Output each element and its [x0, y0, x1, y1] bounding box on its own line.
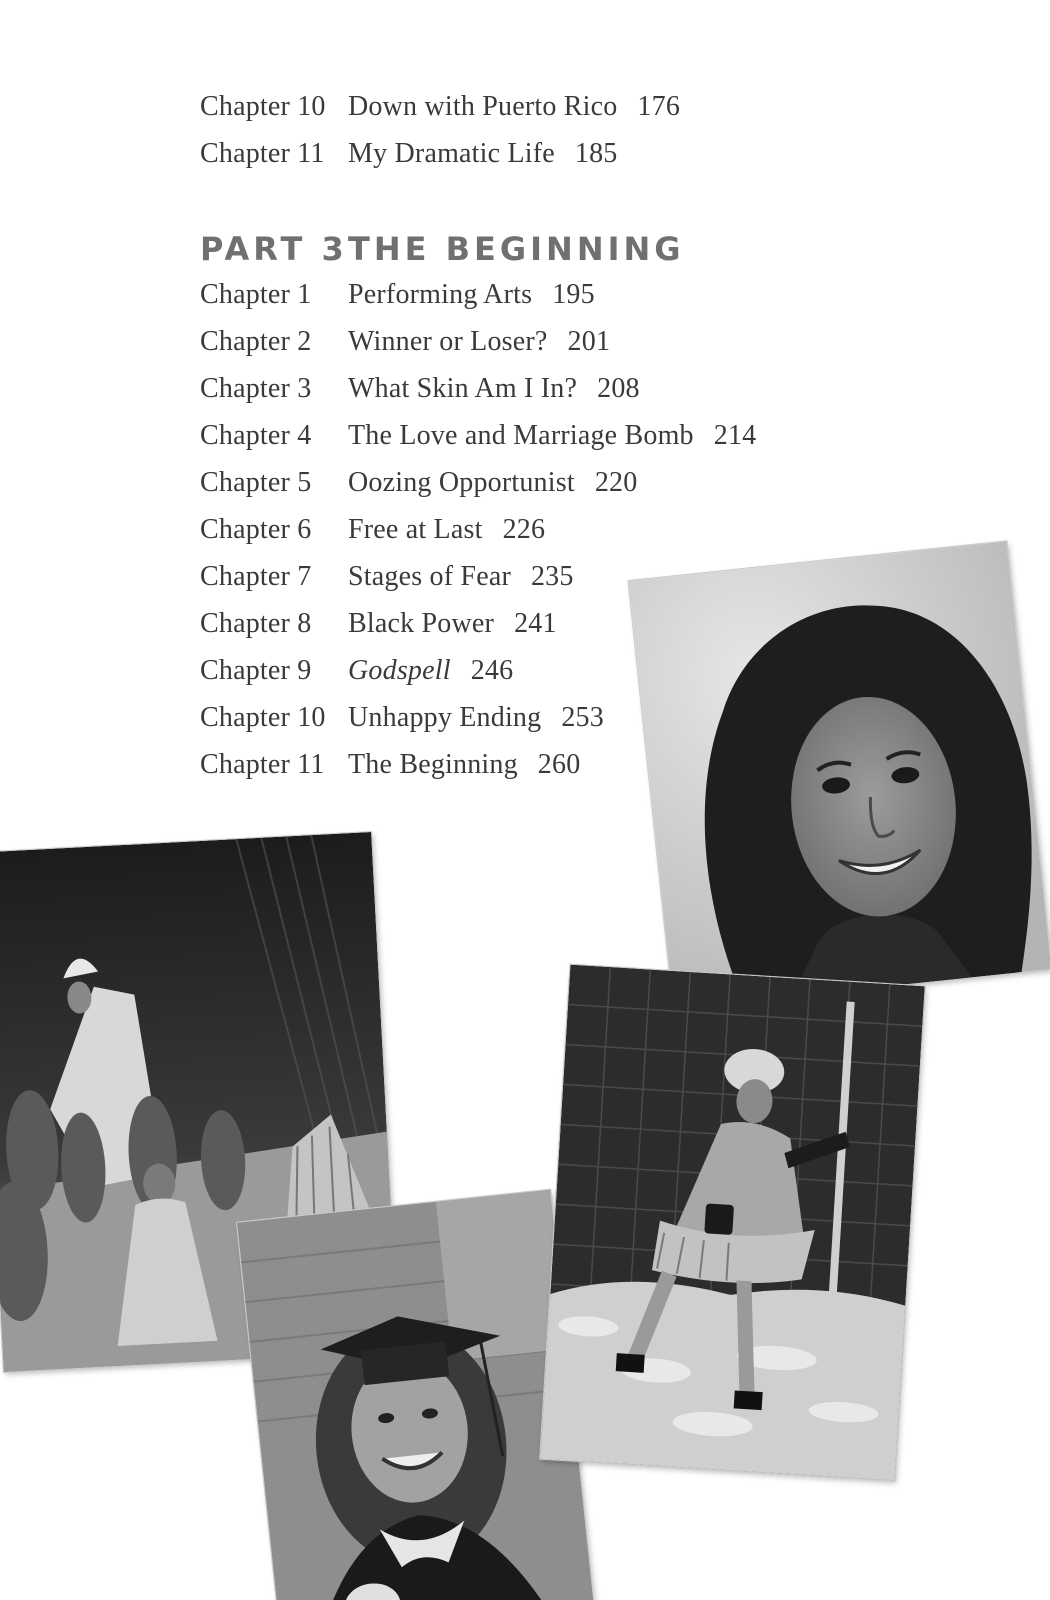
- toc-entry: [200, 466, 637, 500]
- chapter-title: Free at Last: [348, 514, 483, 545]
- performer-photo: [540, 965, 925, 1481]
- part-title: THE BEGINNING: [348, 230, 685, 268]
- chapter-number: Chapter 11: [200, 138, 325, 169]
- portrait-photo-image: [629, 541, 1050, 1008]
- chapter-title: Performing Arts: [348, 279, 533, 310]
- page-number: 253: [561, 702, 604, 733]
- toc-entry: [200, 701, 604, 735]
- chapter-number: Chapter 10: [200, 702, 326, 733]
- portrait-photo: [629, 541, 1050, 1008]
- toc-entry: [200, 372, 640, 406]
- toc-entry: [200, 137, 618, 171]
- toc-entry: [200, 419, 756, 453]
- toc-entry: [200, 654, 513, 688]
- page-number: 214: [713, 420, 757, 451]
- chapter-number: Chapter 4: [200, 420, 312, 451]
- toc-entry: [200, 278, 595, 312]
- part-heading: [200, 230, 685, 268]
- chapter-number: Chapter 5: [200, 467, 312, 498]
- chapter-number: Chapter 8: [200, 608, 312, 639]
- toc-entry: [200, 607, 557, 641]
- page-number: 246: [470, 655, 514, 686]
- chapter-number: Chapter 3: [200, 373, 312, 404]
- chapter-title: Godspell: [348, 655, 451, 686]
- page-number: 260: [537, 749, 581, 780]
- page-number: 185: [574, 138, 618, 169]
- page-number: 195: [552, 279, 595, 310]
- page-number: 208: [597, 373, 640, 404]
- chapter-title: My Dramatic Life: [348, 138, 555, 169]
- chapter-title: Winner or Loser?: [348, 326, 548, 357]
- chapter-title: Down with Puerto Rico: [348, 91, 618, 122]
- chapter-number: Chapter 10: [200, 91, 326, 122]
- chapter-title: The Beginning: [348, 749, 518, 780]
- chapter-title: The Love and Marriage Bomb: [348, 420, 694, 451]
- page-number: 241: [514, 608, 557, 639]
- page-number: 235: [530, 561, 574, 592]
- chapter-title: Black Power: [348, 608, 495, 639]
- page-number: 220: [594, 467, 638, 498]
- graduation-photo-image: [237, 1190, 594, 1600]
- page-number: 226: [502, 514, 546, 545]
- graduation-photo: [237, 1190, 594, 1600]
- chapter-title: Unhappy Ending: [348, 702, 542, 733]
- chapter-number: Chapter 9: [200, 655, 312, 686]
- toc-entry: [200, 560, 574, 594]
- chapter-number: Chapter 1: [200, 279, 312, 310]
- toc-entry: [200, 90, 680, 124]
- chapter-number: Chapter 7: [200, 561, 312, 592]
- toc-entry: [200, 325, 610, 359]
- chapter-number: Chapter 6: [200, 514, 312, 545]
- performer-photo-image: [540, 965, 925, 1481]
- part-label: PART 3: [200, 230, 348, 268]
- page-number: 201: [567, 326, 611, 357]
- chapter-title: Stages of Fear: [348, 561, 511, 592]
- chapter-number: Chapter 11: [200, 749, 325, 780]
- page-number: 176: [637, 91, 681, 122]
- chapter-number: Chapter 2: [200, 326, 312, 357]
- chapter-title: What Skin Am I In?: [348, 373, 578, 404]
- toc-entry: [200, 513, 545, 547]
- toc-entry: [200, 748, 580, 782]
- chapter-title: Oozing Opportunist: [348, 467, 575, 498]
